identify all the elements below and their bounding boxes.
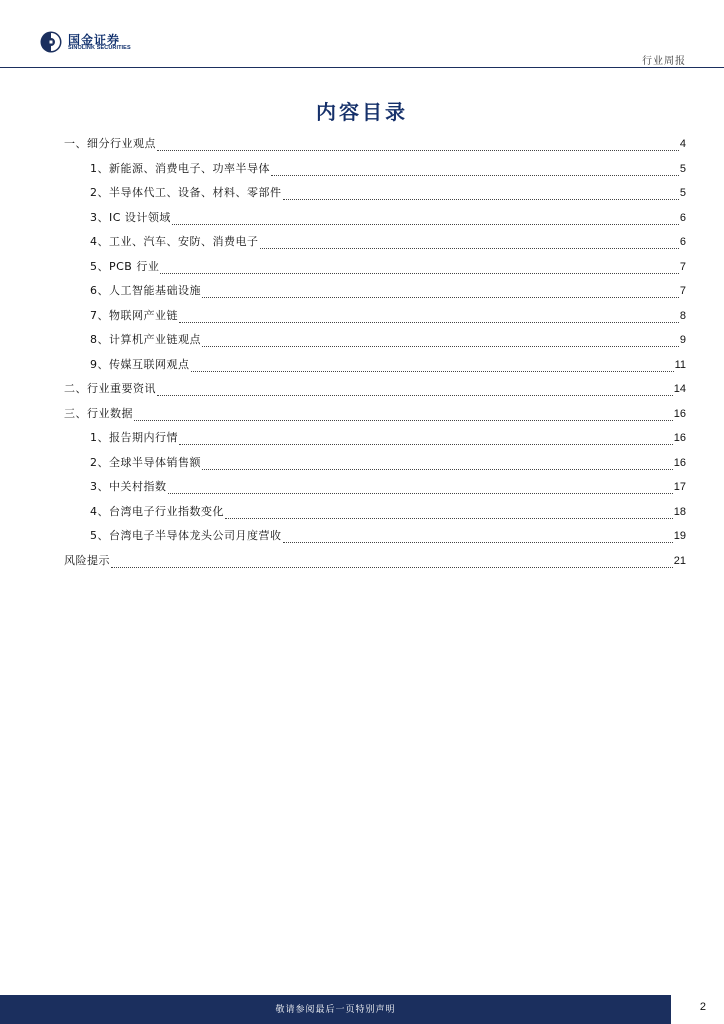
toc-title: 内容目录 (316, 100, 408, 124)
toc-entry-page: 9 (679, 334, 686, 346)
toc-entry-page: 18 (673, 505, 686, 518)
toc-entry[interactable] (0, 554, 724, 572)
toc-entry-line (64, 137, 686, 151)
logo-english-name: SINOLINK SECURITIES (68, 45, 131, 51)
toc-entry-label: 5、台湾电子半导体龙头公司月度营收 (90, 529, 282, 542)
toc-entry-label: 一、细分行业观点 (64, 137, 156, 150)
toc-entry-line (90, 235, 686, 249)
toc-entry-line (64, 554, 686, 568)
toc-entry-line (90, 505, 686, 519)
toc-dot-leader (202, 336, 679, 347)
toc-dot-leader (191, 361, 674, 372)
toc-entry[interactable] (0, 431, 724, 449)
toc-dot-leader (283, 532, 673, 543)
toc-entry-label: 风险提示 (64, 553, 110, 567)
toc-dot-leader (202, 287, 679, 298)
toc-dot-leader (157, 385, 673, 396)
logo-chinese-name: 国金证券 (68, 33, 121, 47)
toc-entry-line (90, 529, 686, 543)
report-type-label: 行业周报 (642, 56, 686, 67)
toc-entry-label: 8、计算机产业链观点 (90, 333, 201, 346)
toc-dot-leader (134, 410, 673, 421)
toc-entry-page: 6 (679, 236, 686, 248)
toc-entry[interactable] (0, 284, 724, 302)
toc-entry-line (90, 186, 686, 200)
sinolink-logo-icon (40, 31, 62, 53)
toc-entry-label: 2、全球半导体销售额 (90, 455, 201, 469)
toc-entry-page: 19 (673, 530, 686, 542)
toc-dot-leader (172, 214, 679, 225)
toc-entry-label: 5、PCB 行业 (90, 259, 160, 273)
toc-entry-page: 11 (674, 358, 686, 371)
toc-dot-leader (111, 557, 673, 568)
toc-entry[interactable] (0, 529, 724, 547)
toc-entry[interactable] (0, 505, 724, 523)
toc-entry-line (90, 333, 686, 347)
toc-entry-line (90, 211, 686, 225)
toc-entry-label: 9、传媒互联网观点 (90, 357, 190, 371)
toc-entry[interactable] (0, 358, 724, 376)
toc-entry-line (90, 309, 686, 323)
toc-entry[interactable] (0, 333, 724, 351)
toc-entry-line (90, 358, 686, 372)
toc-entry-page: 16 (673, 456, 686, 469)
toc-entry-line (90, 284, 686, 298)
toc-entry-page: 4 (679, 138, 686, 150)
toc-entry-label: 3、IC 设计领域 (90, 210, 171, 224)
toc-entry[interactable] (0, 309, 724, 327)
toc-dot-leader (168, 483, 673, 494)
toc-entry-line (90, 162, 686, 176)
toc-entry-page: 14 (673, 383, 686, 395)
toc-entry-page: 21 (673, 554, 686, 567)
toc-entry-page: 16 (673, 432, 686, 444)
toc-entry-page: 5 (679, 187, 686, 199)
toc-dot-leader (225, 508, 673, 519)
toc-entry-label: 7、物联网产业链 (90, 308, 178, 322)
toc-entry[interactable] (0, 211, 724, 229)
toc-entry-label: 1、新能源、消费电子、功率半导体 (90, 161, 270, 175)
toc-entry-label: 6、人工智能基础设施 (90, 284, 201, 297)
page-header (0, 0, 724, 70)
toc-entry[interactable] (0, 260, 724, 278)
toc-entry-line (64, 407, 686, 421)
toc-dot-leader (179, 312, 679, 323)
toc-entry-line (90, 456, 686, 470)
toc-entry-page: 16 (673, 407, 686, 420)
header-divider (0, 67, 724, 68)
company-logo (40, 31, 150, 55)
toc-entry-line (90, 431, 686, 445)
toc-entry-page: 7 (679, 260, 686, 273)
toc-entry[interactable] (0, 480, 724, 498)
toc-entry[interactable] (0, 186, 724, 204)
toc-dot-leader (202, 459, 673, 470)
toc-dot-leader (260, 238, 679, 249)
toc-entry[interactable] (0, 382, 724, 400)
toc-entry[interactable] (0, 137, 724, 155)
toc-entry-label: 1、报告期内行情 (90, 431, 178, 444)
toc-entry-line (90, 260, 686, 274)
toc-entry-label: 三、行业数据 (64, 406, 133, 420)
toc-entry-page: 6 (679, 211, 686, 224)
toc-entry-page: 7 (679, 285, 686, 297)
toc-entry-label: 2、半导体代工、设备、材料、零部件 (90, 186, 282, 199)
toc-entry-page: 5 (679, 162, 686, 175)
toc-entry-label: 4、台湾电子行业指数变化 (90, 504, 224, 518)
toc-entry-label: 4、工业、汽车、安防、消费电子 (90, 235, 259, 248)
toc-entry-page: 8 (679, 309, 686, 322)
toc-dot-leader (179, 434, 673, 445)
toc-entry-label: 二、行业重要资讯 (64, 382, 156, 395)
toc-entry[interactable] (0, 162, 724, 180)
toc-entry[interactable] (0, 407, 724, 425)
page-number: 2 (699, 1001, 706, 1013)
toc-entry-label: 3、中关村指数 (90, 480, 167, 493)
toc-entry-line (64, 382, 686, 396)
toc-entry[interactable] (0, 235, 724, 253)
toc-entry[interactable] (0, 456, 724, 474)
toc-dot-leader (283, 189, 679, 200)
toc-entry-line (90, 480, 686, 494)
toc-dot-leader (271, 165, 679, 176)
toc-dot-leader (160, 263, 679, 274)
toc-dot-leader (157, 140, 679, 151)
footer-disclaimer: 敬请参阅最后一页特别声明 (275, 1005, 396, 1015)
toc-entry-page: 17 (673, 481, 686, 493)
